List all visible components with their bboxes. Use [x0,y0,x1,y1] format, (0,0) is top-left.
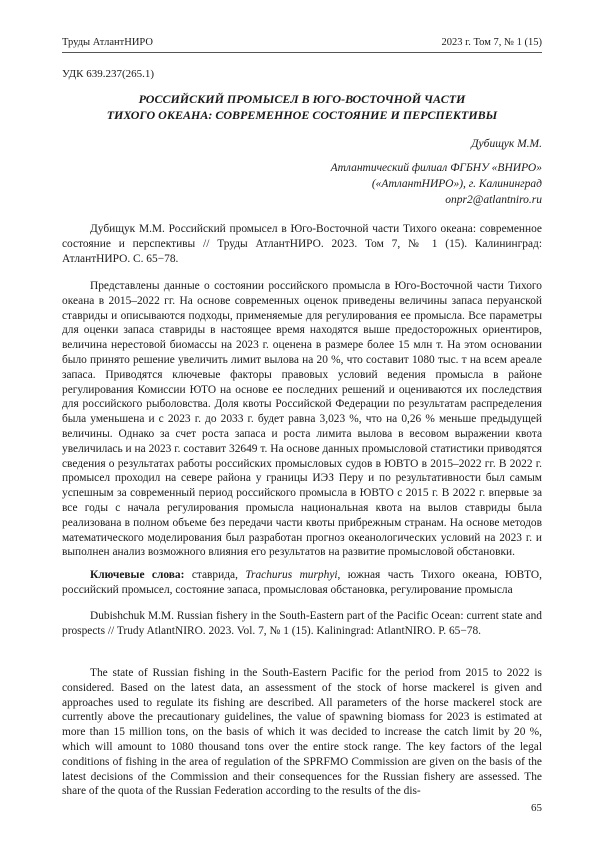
running-header [62,36,542,53]
keywords-text-end: , южная часть Тихого океана, ЮВТО, российский промысел, состояние запаса, промысловая обстановка, регулирование промысла [62,569,542,596]
keywords-ru [62,568,542,598]
udc-code: УДК 639.237(265.1) [62,68,155,80]
page-number: 65 [531,802,542,814]
author-email: onpr2@atlantniro.ru [445,194,542,206]
keywords-species: Trachurus murphyi [245,569,338,581]
keywords-label: Ключевые слова: [90,569,185,581]
affiliation-line-2: («АтлантНИРО»), г. Калининград [371,178,542,190]
affiliation-line-1: Атлантический филиал ФГБНУ «ВНИРО» [330,162,542,174]
abstract-ru: Представлены данные о состоянии российского промысла в Юго-Восточной части Тихого океана в 2015–2022 гг. На основе современных оценок приведены величины запаса перуанской ставриды и описываются подходы, применяемые для регулирования ее промысла. Все параметры для оценки запаса ставриды в настоящее время находятся выше предосторожных ориентиров, величина нерестовой биомассы на 2023 г. оценена в размере более 15 млн т. На этом основании было принято решение увеличить лимит вылова на 20 %, что составит 1080 тыс. т на всем ареале запаса. Приводятся ключевые факторы правовых условий ведения промысла в районе регулирования Комиссии ЮТО на основе ее последних решений и оцениваются их последствия для российского рыболовства. Доля квоты Российской Федерации по результатам распределения была уменьшена и с 2023 г. до 2033 г. будет равна 3,023 %, что на 0,26 % меньше предыдущей величины. Однако за счет роста запаса и роста лимита вылова в весовом выражении квота увеличилась и на 2023 г. составит 32649 т. На основе данных промысловой статистики приводятся сведения о результатах работы российских промысловых судов в ЮВТО в 2015–2022 гг. В 2022 г. промысел проходил на севере района у границы ИЭЗ Перу и по результативности был самым успешным за современный период российского промысла в ЮВТО с 2015 г. В 2022 г. впервые за все годы с начала регулирования промысла национальная квота на вылов ставриды была реализована в полном объеме без передачи части квоты прибрежным странам. На основе методов математического моделирования был разработан прогноз океанологических условий на 2023 г. и выполнен анализ возможного влияния его результатов на развитие промысловой обстановки. [62,280,542,559]
affiliation [242,160,542,208]
issue-info: 2023 г. Том 7, № 1 (15) [441,37,542,48]
citation-ru: Дубищук М.М. Российский промысел в Юго-Восточной части Тихого океана: современное состояние и перспективы // Труды АтлантНИРО. 2023. Том 7, № 1 (15). Калининград: АтлантНИРО. С. 65−78. [62,223,542,265]
keywords-text-start: ставрида, [184,569,246,581]
title-line-2: ТИХОГО ОКЕАНА: СОВРЕМЕННОЕ СОСТОЯНИЕ И ПЕРСПЕКТИВЫ [106,108,498,122]
article-title [62,91,542,123]
author-name: Дубищук М.М. [471,138,542,150]
abstract-en: The state of Russian fishing in the South-Eastern Pacific for the period from 2015 to 2022 is considered. Based on the latest data, an assessment of the stock of horse mackerel is given and approaches used to regulate its fishing are described. All parameters of the horse mackerel stock are currently above the precautionary guidelines, the value of spawning biomass for 2023 is estimated at more than 15 million tons, on the basis of which it was decided to increase the catch limit by 20 %, which will amount to 1080 thousand tons over the entire stock range. The key factors of the legal conditions of fishing in the area of regulation of the SPRFMO Commission are given on the basis of the latest decisions of the Commission and their consequences for the Russian fishery are assessed. The share of the quota of the Russian Federation according to the results of the dis- [62,667,542,798]
journal-name: Труды АтлантНИРО [62,37,153,48]
citation-en: Dubishchuk M.M. Russian fishery in the South-Eastern part of the Pacific Ocean: current state and prospects // Trudy AtlantNIRO. 2023. Vol. 7, № 1 (15). Kaliningrad: AtlantNIRO. P. 65−78. [62,610,542,637]
title-line-1: РОССИЙСКИЙ ПРОМЫСЕЛ В ЮГО-ВОСТОЧНОЙ ЧАСТИ [138,92,466,106]
